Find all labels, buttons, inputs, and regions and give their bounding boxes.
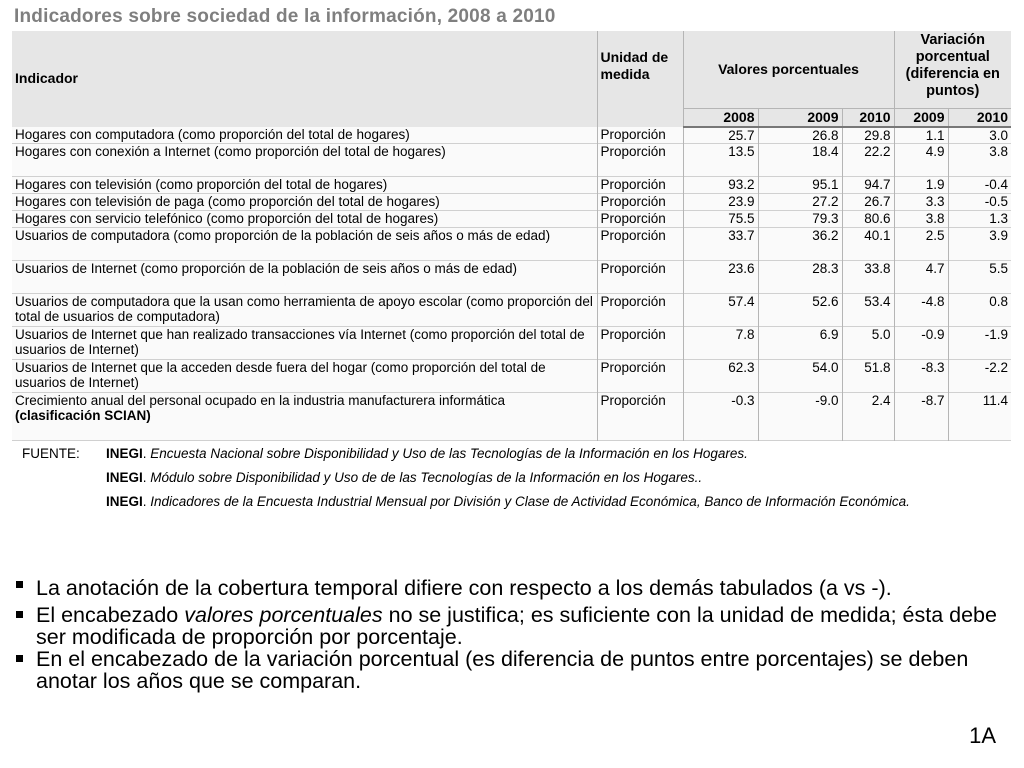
note-text-italic: valores porcentuales	[184, 603, 383, 627]
row-indicador: Usuarios de Internet que han realizado transacciones vía Internet (como proporción del total de usuarios de Internet)	[12, 327, 597, 360]
source-text: Indicadores de la Encuesta Industrial Mensual por División y Clase de Actividad Económica, Banco de Información Económica.	[150, 494, 910, 509]
table-row	[12, 127, 1011, 144]
row-value-2010: 2.4	[842, 393, 894, 441]
row-value-2009: -9.0	[758, 393, 842, 441]
row-diff-2009: -4.8	[894, 294, 948, 327]
row-value-2010: 26.7	[842, 194, 894, 211]
row-diff-2009: 1.1	[894, 127, 948, 144]
table-row	[12, 144, 1011, 177]
row-value-2008: 23.9	[683, 194, 758, 211]
row-value-2010: 51.8	[842, 360, 894, 393]
row-indicador: Hogares con servicio telefónico (como proporción del total de hogares)	[12, 211, 597, 228]
row-value-2008: 93.2	[683, 177, 758, 194]
table-row	[12, 261, 1011, 294]
row-value-2009: 26.8	[758, 127, 842, 144]
indicators-table	[12, 31, 1011, 441]
row-value-2009: 54.0	[758, 360, 842, 393]
bullet-icon	[16, 655, 23, 662]
row-indicador-text: Crecimiento anual del personal ocupado en la industria manufacturera informática	[15, 393, 506, 408]
row-diff-2010: 3.9	[948, 228, 1011, 261]
row-unidad: Proporción	[597, 294, 683, 327]
row-value-2008: -0.3	[683, 393, 758, 441]
row-unidad: Proporción	[597, 177, 683, 194]
note-item	[14, 574, 1004, 602]
row-unidad: Proporción	[597, 144, 683, 177]
row-value-2008: 23.6	[683, 261, 758, 294]
row-indicador: Usuarios de Internet (como proporción de la población de seis años o más de edad)	[12, 261, 597, 294]
row-value-2010: 94.7	[842, 177, 894, 194]
row-diff-2010: 11.4	[948, 393, 1011, 441]
row-diff-2010: 0.8	[948, 294, 1011, 327]
row-diff-2010: 1.3	[948, 211, 1011, 228]
header-variacion-porcentual: Variación porcentual (diferencia en puntos)	[894, 31, 1011, 108]
bullet-icon	[16, 581, 23, 588]
row-value-2008: 62.3	[683, 360, 758, 393]
row-indicador: Hogares con computadora (como proporción del total de hogares)	[12, 127, 597, 144]
source-item: INEGI. Encuesta Nacional sobre Disponibilidad y Uso de las Tecnologías de la Información en los Hogares.	[106, 446, 748, 461]
note-text: En el encabezado de la variación porcentual (es diferencia de puntos entre porcentajes) se deben anotar los años que se comparan.	[36, 647, 969, 693]
row-value-2008: 7.8	[683, 327, 758, 360]
row-indicador: Usuarios de computadora que la usan como herramienta de apoyo escolar (como proporción del total de usuarios de computadora)	[12, 294, 597, 327]
row-unidad: Proporción	[597, 194, 683, 211]
row-indicador: Hogares con televisión de paga (como proporción del total de hogares)	[12, 194, 597, 211]
row-value-2008: 75.5	[683, 211, 758, 228]
header-year-2009: 2009	[758, 108, 842, 127]
table-row	[12, 393, 1011, 441]
row-value-2010: 22.2	[842, 144, 894, 177]
row-diff-2010: -2.2	[948, 360, 1011, 393]
row-value-2008: 57.4	[683, 294, 758, 327]
row-unidad: Proporción	[597, 261, 683, 294]
row-diff-2009: 1.9	[894, 177, 948, 194]
table-row	[12, 177, 1011, 194]
header-valores-porcentuales: Valores porcentuales	[683, 31, 894, 108]
note-item	[14, 648, 1004, 692]
row-value-2010: 5.0	[842, 327, 894, 360]
source-org: INEGI	[106, 446, 143, 461]
row-diff-2009: -8.3	[894, 360, 948, 393]
row-unidad: Proporción	[597, 127, 683, 144]
table-row	[12, 211, 1011, 228]
row-value-2009: 6.9	[758, 327, 842, 360]
row-indicador-classification: (clasificación SCIAN)	[15, 408, 151, 423]
row-value-2010: 33.8	[842, 261, 894, 294]
row-unidad: Proporción	[597, 211, 683, 228]
row-unidad: Proporción	[597, 228, 683, 261]
header-year-2008: 2008	[683, 108, 758, 127]
header-indicador: Indicador	[12, 31, 597, 127]
row-value-2008: 25.7	[683, 127, 758, 144]
note-text-before: El encabezado	[36, 603, 185, 627]
header-var-year-2010: 2010	[948, 108, 1011, 127]
bullet-icon	[16, 611, 23, 618]
row-value-2010: 40.1	[842, 228, 894, 261]
table-row	[12, 194, 1011, 211]
source-org: INEGI	[106, 470, 143, 485]
row-value-2009: 18.4	[758, 144, 842, 177]
row-diff-2009: 4.7	[894, 261, 948, 294]
row-unidad: Proporción	[597, 327, 683, 360]
row-indicador: Hogares con televisión (como proporción del total de hogares)	[12, 177, 597, 194]
row-diff-2010: 3.8	[948, 144, 1011, 177]
row-diff-2010: 5.5	[948, 261, 1011, 294]
row-value-2009: 52.6	[758, 294, 842, 327]
sources-block	[12, 446, 1011, 532]
row-diff-2010: -1.9	[948, 327, 1011, 360]
row-diff-2009: 4.9	[894, 144, 948, 177]
table-row	[12, 360, 1011, 393]
page-number: 1A	[969, 723, 996, 748]
row-value-2009: 79.3	[758, 211, 842, 228]
row-value-2009: 36.2	[758, 228, 842, 261]
header-var-year-2009: 2009	[894, 108, 948, 127]
row-unidad: Proporción	[597, 360, 683, 393]
indicators-table-container	[12, 31, 1011, 441]
row-value-2010: 80.6	[842, 211, 894, 228]
note-text-after: no se justifica; es suficiente con la unidad de medida; ésta debe ser modificada de proporción por porcentaje.	[36, 603, 997, 649]
row-unidad: Proporción	[597, 393, 683, 441]
page-title: Indicadores sobre sociedad de la información, 2008 a 2010	[14, 6, 556, 27]
row-diff-2009: -8.7	[894, 393, 948, 441]
row-diff-2009: 3.8	[894, 211, 948, 228]
row-indicador: Hogares con conexión a Internet (como proporción del total de hogares)	[12, 144, 597, 177]
row-value-2009: 95.1	[758, 177, 842, 194]
row-diff-2010: -0.4	[948, 177, 1011, 194]
source-text: Encuesta Nacional sobre Disponibilidad y Uso de las Tecnologías de la Información en los Hogares.	[150, 446, 748, 461]
row-diff-2009: 3.3	[894, 194, 948, 211]
row-value-2008: 33.7	[683, 228, 758, 261]
row-indicador	[12, 393, 597, 441]
row-diff-2010: -0.5	[948, 194, 1011, 211]
source-org: INEGI	[106, 494, 143, 509]
notes-list	[14, 574, 1004, 692]
source-item: INEGI. Módulo sobre Disponibilidad y Uso de de las Tecnologías de la Información en los Hogares..	[106, 470, 703, 485]
source-text: Módulo sobre Disponibilidad y Uso de de las Tecnologías de la Información en los Hogares..	[150, 470, 703, 485]
sources-label: FUENTE:	[22, 446, 80, 461]
row-value-2009: 28.3	[758, 261, 842, 294]
header-year-2010: 2010	[842, 108, 894, 127]
note-text: La anotación de la cobertura temporal difiere con respecto a los demás tabulados (a vs -).	[36, 576, 892, 600]
table-row	[12, 228, 1011, 261]
row-value-2009: 27.2	[758, 194, 842, 211]
source-item: INEGI. Indicadores de la Encuesta Industrial Mensual por División y Clase de Actividad Económica, Banco de Información Económica.	[106, 494, 910, 509]
row-indicador: Usuarios de Internet que la acceden desde fuera del hogar (como proporción del total de usuarios de Internet)	[12, 360, 597, 393]
note-item	[14, 604, 1004, 648]
table-row	[12, 327, 1011, 360]
header-unidad-medida: Unidad de medida	[597, 31, 683, 127]
table-row	[12, 294, 1011, 327]
row-diff-2009: 2.5	[894, 228, 948, 261]
row-value-2010: 53.4	[842, 294, 894, 327]
row-diff-2009: -0.9	[894, 327, 948, 360]
row-indicador: Usuarios de computadora (como proporción de la población de seis años o más de edad)	[12, 228, 597, 261]
row-value-2010: 29.8	[842, 127, 894, 144]
row-diff-2010: 3.0	[948, 127, 1011, 144]
row-value-2008: 13.5	[683, 144, 758, 177]
